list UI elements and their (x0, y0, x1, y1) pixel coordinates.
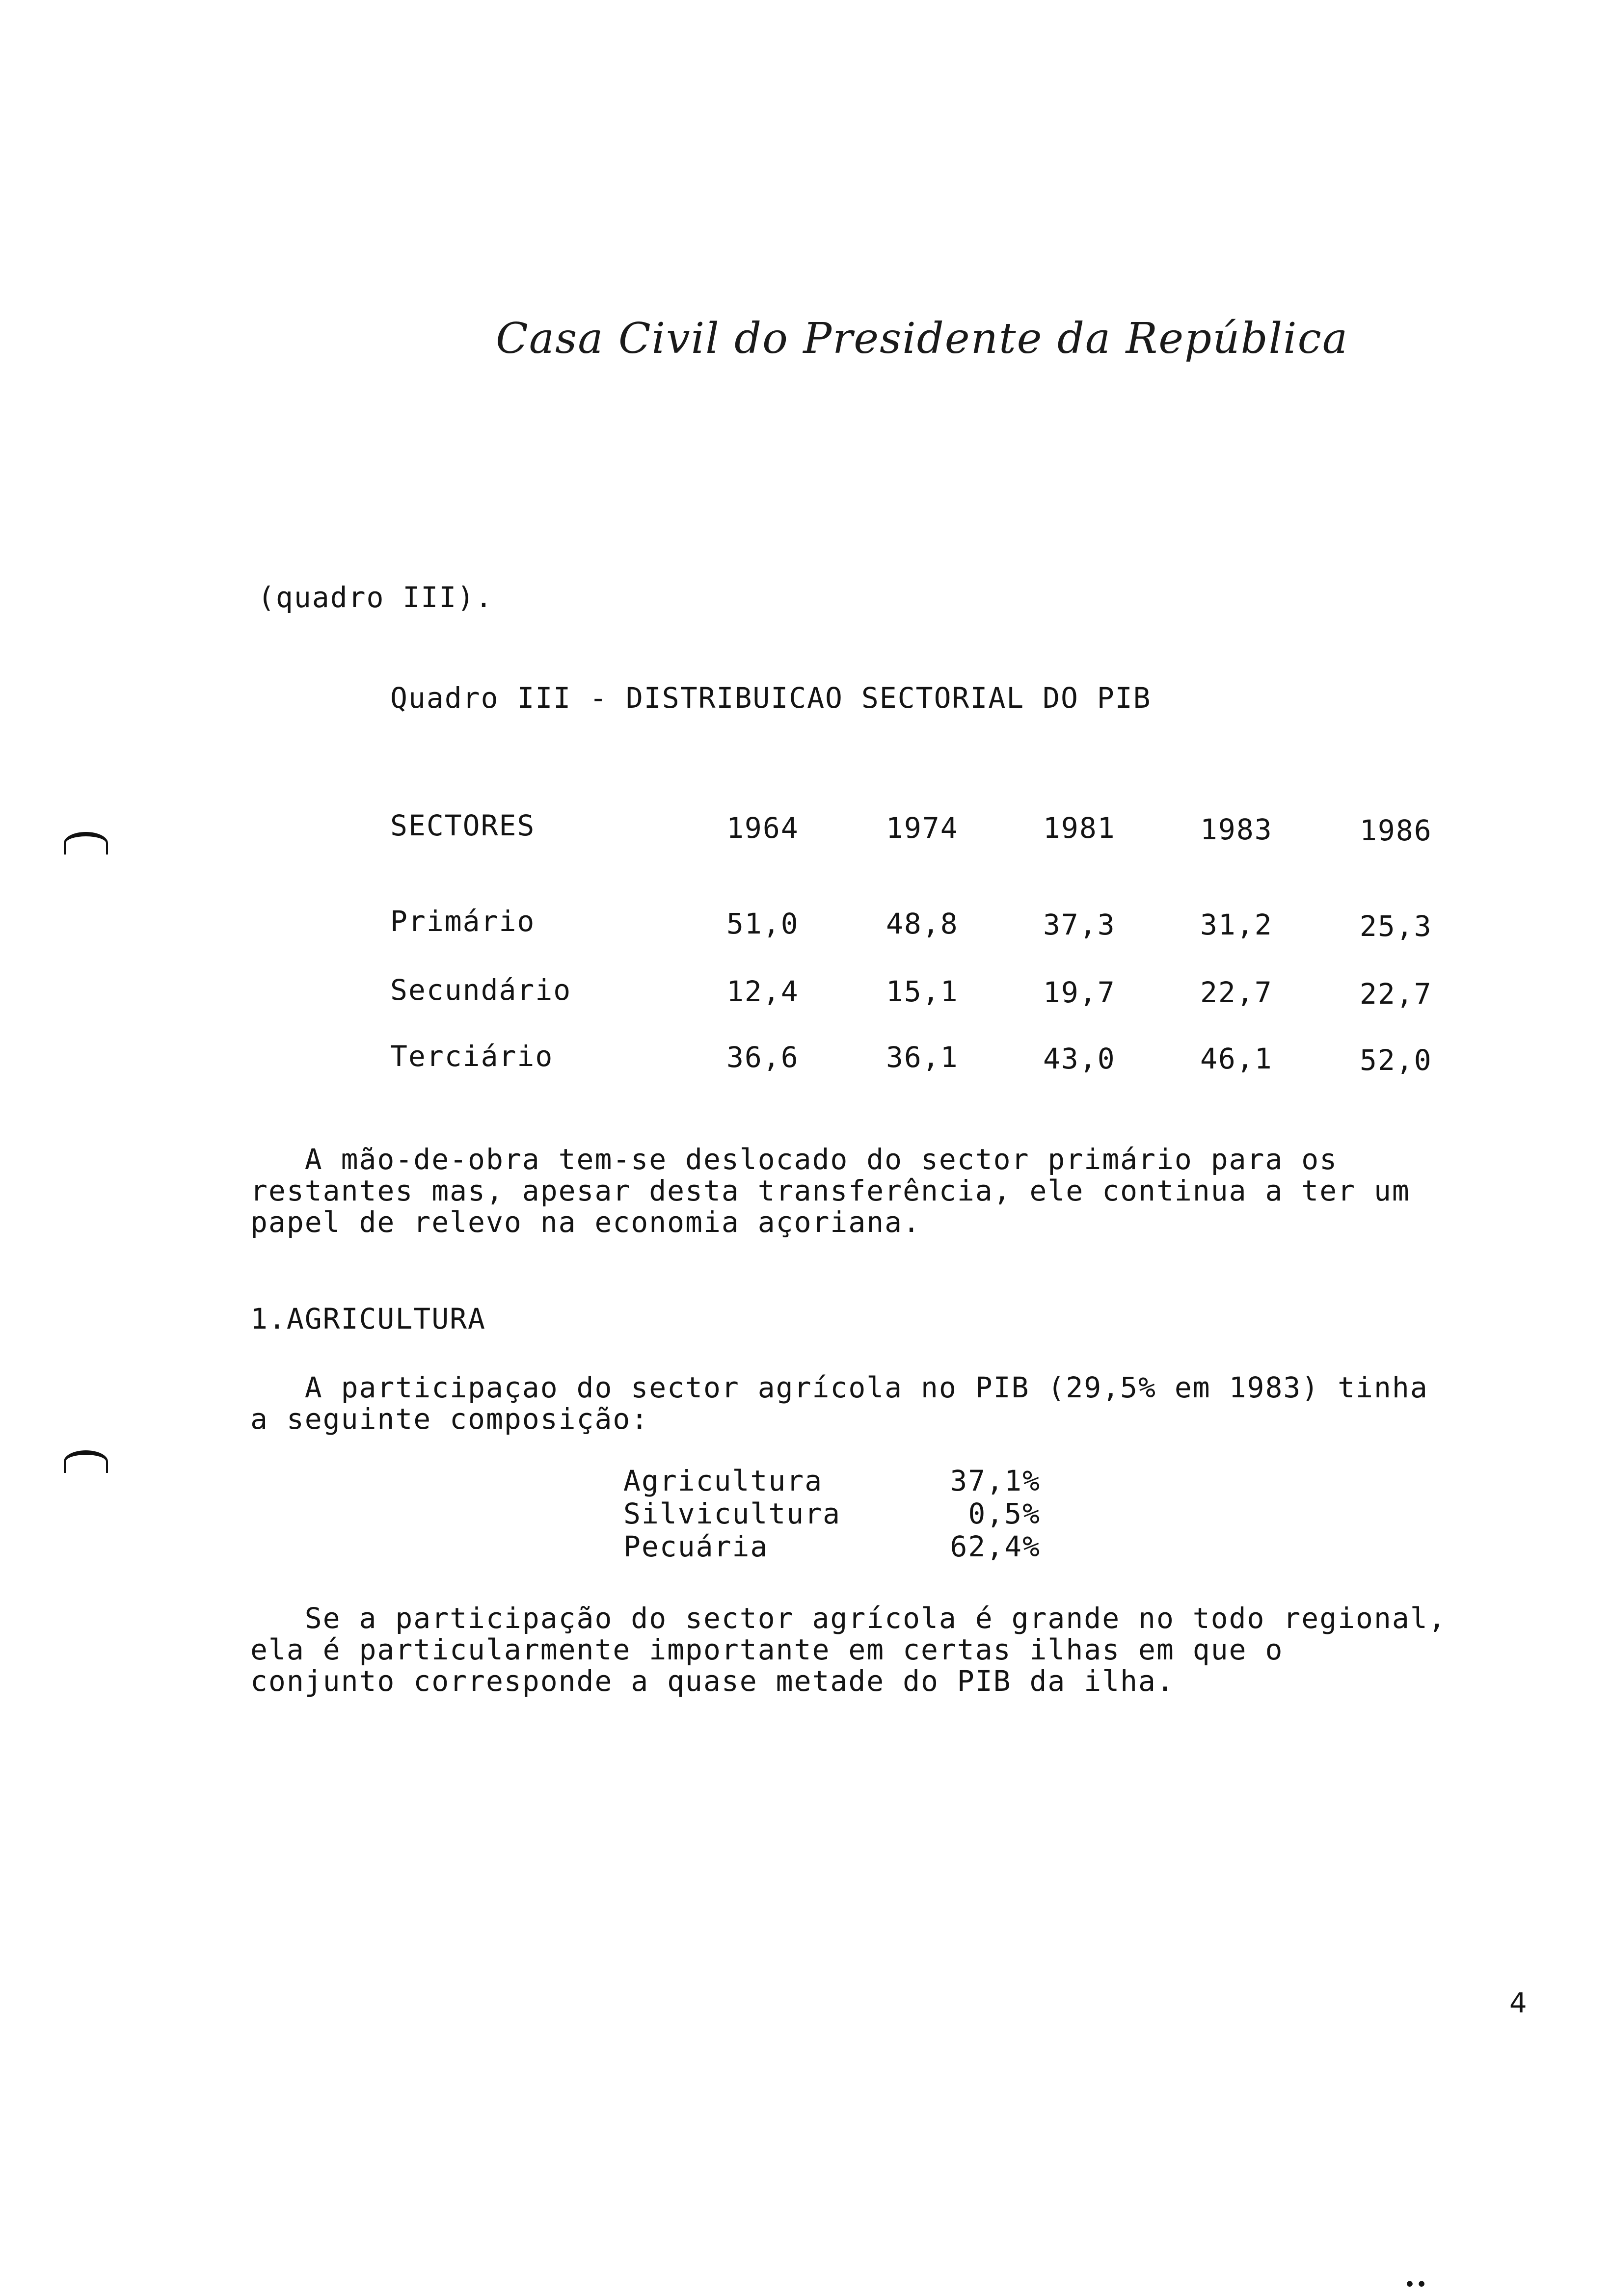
composition-label: Pecuária (623, 1530, 769, 1563)
paragraph-line: A participaçao do sector agrícola no PIB (29,5% em 1983) tinha (250, 1371, 1428, 1404)
table-caption: Quadro III - DISTRIBUICAO SECTORIAL DO PIB (390, 681, 1152, 715)
composition-value: 0,5% (968, 1497, 1041, 1530)
page-number: 4 (1509, 1987, 1528, 2019)
composition-value: 37,1% (950, 1464, 1041, 1497)
paragraph-line: a seguinte composição: (250, 1402, 649, 1436)
table-row-label: Terciário (390, 1040, 554, 1073)
table-row-label: Primário (390, 905, 536, 938)
paragraph-line: conjunto corresponde a quase metade do PIB da ilha. (250, 1664, 1175, 1698)
table-cell: 15,1 (886, 975, 959, 1008)
table-cell: 52,0 (1360, 1043, 1432, 1077)
table-cell: 12,4 (726, 975, 799, 1008)
table-header-year: 1981 (1043, 811, 1116, 845)
paragraph-participation (250, 1372, 1527, 1435)
paragraph-line: papel de relevo na economia açoriana. (250, 1205, 921, 1239)
composition-label: Silvicultura (623, 1497, 841, 1530)
table-header-year: 1986 (1360, 814, 1432, 847)
paragraph-workforce (250, 1144, 1527, 1238)
letterhead: Casa Civil do Presidente da República (496, 314, 1349, 363)
table-row-label: Secundário (390, 973, 572, 1007)
paragraph-regional (250, 1602, 1527, 1697)
composition-label: Agricultura (623, 1464, 823, 1497)
footer-mark: •• (1404, 2273, 1428, 2296)
intro-reference: (quadro III). (258, 581, 493, 614)
table-cell: 19,7 (1043, 976, 1116, 1009)
paragraph-line: Se a participação do sector agrícola é grande no todo regional, (250, 1602, 1447, 1635)
table-cell: 51,0 (726, 907, 799, 940)
table-cell: 25,3 (1360, 909, 1432, 943)
table-header-year: 1964 (726, 811, 799, 845)
paragraph-line: ela é particularmente importante em certas ilhas em que o (250, 1633, 1284, 1666)
table-cell: 36,6 (726, 1041, 799, 1074)
table-cell: 22,7 (1200, 976, 1273, 1009)
table-cell: 36,1 (886, 1041, 959, 1074)
table-cell: 22,7 (1360, 977, 1432, 1011)
table-cell: 46,1 (1200, 1042, 1273, 1075)
table-cell: 31,2 (1200, 908, 1273, 941)
section-heading: 1.AGRICULTURA (250, 1302, 486, 1335)
table-cell: 43,0 (1043, 1042, 1116, 1075)
paragraph-line: A mão-de-obra tem-se deslocado do sector primário para os (250, 1143, 1338, 1176)
table-header-year: 1974 (886, 811, 959, 845)
table-header-sectores: SECTORES (390, 809, 536, 842)
punch-hole-mark (64, 1450, 108, 1473)
punch-hole-mark (64, 832, 108, 854)
paragraph-line: restantes mas, apesar desta transferência, ele continua a ter um (250, 1174, 1410, 1207)
table-header-year: 1983 (1200, 813, 1273, 846)
table-cell: 37,3 (1043, 908, 1116, 941)
composition-value: 62,4% (950, 1530, 1041, 1563)
table-cell: 48,8 (886, 907, 959, 940)
